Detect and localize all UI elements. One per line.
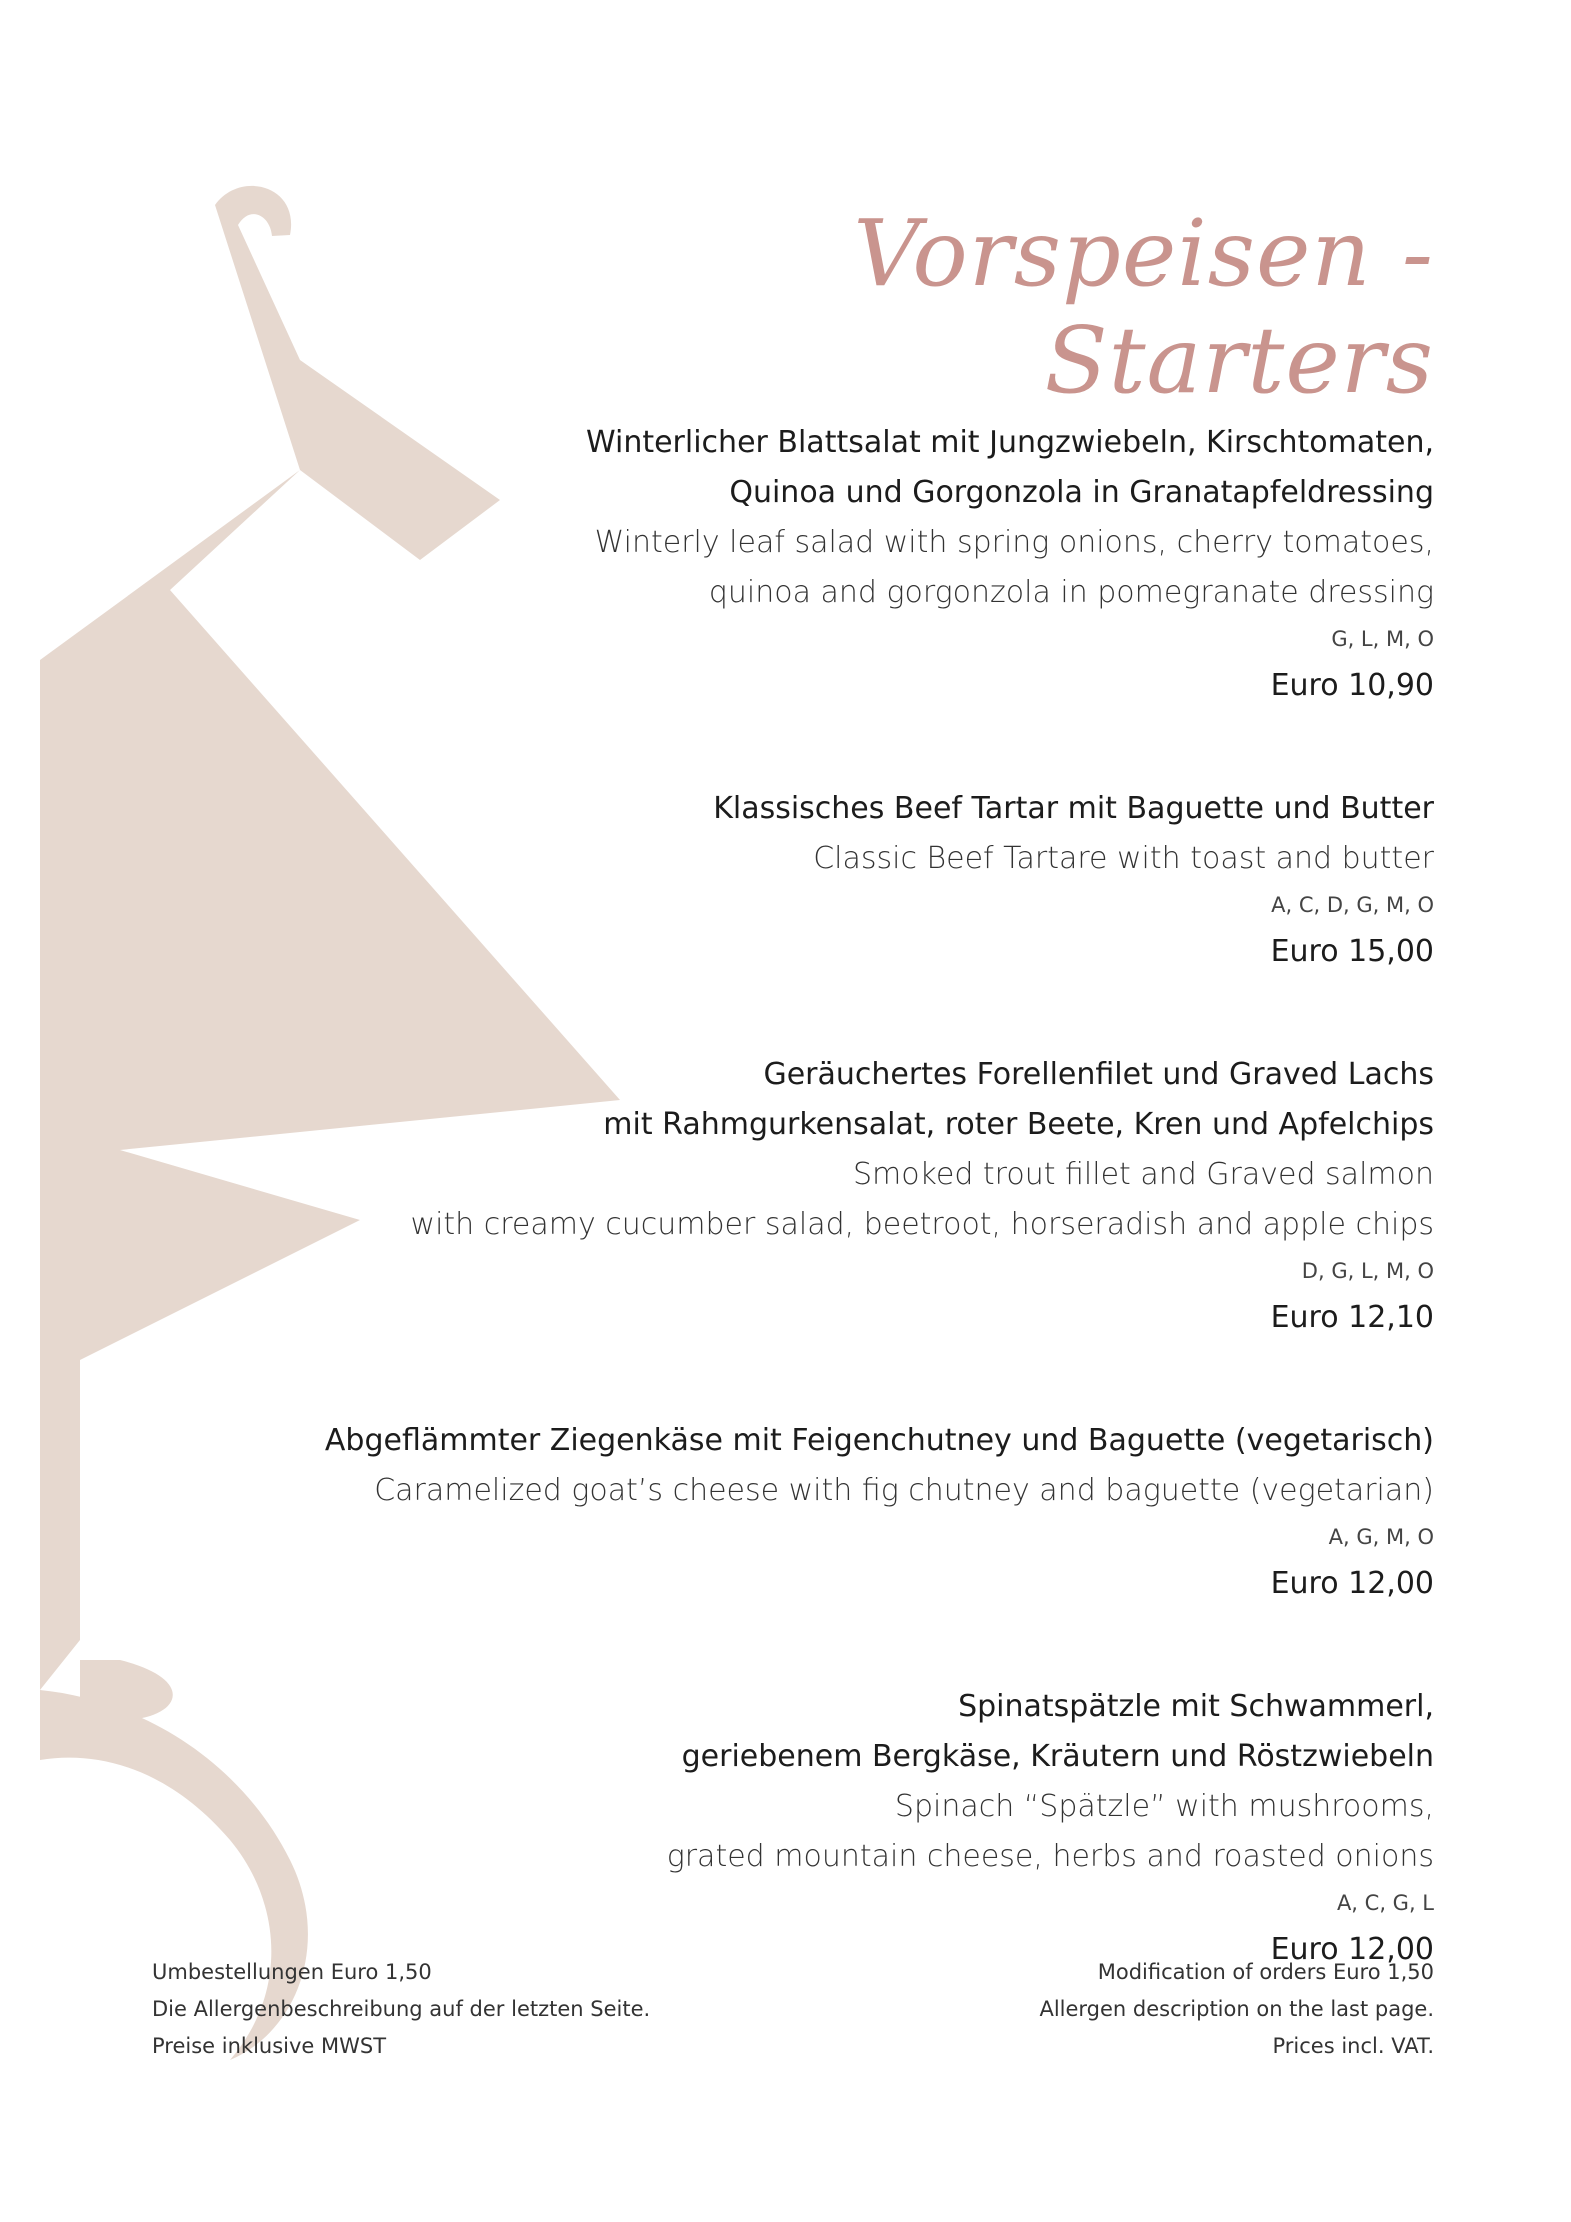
dish-name-en: with creamy cucumber salad, beetroot, horseradish and apple chips bbox=[410, 1207, 1434, 1242]
menu-list bbox=[184, 418, 1434, 2048]
allergen-codes: D, G, L, M, O bbox=[1301, 1259, 1434, 1283]
page-title: Vorspeisen - Starters bbox=[853, 200, 1434, 414]
price: Euro 12,10 bbox=[1270, 1300, 1434, 1335]
dish-name-en: grated mountain cheese, herbs and roasted onions bbox=[666, 1839, 1434, 1874]
dish-name-en: Winterly leaf salad with spring onions, cherry tomatoes, bbox=[594, 525, 1434, 560]
dish-name-de: geriebenem Bergkäse, Kräutern und Röstzwiebeln bbox=[681, 1739, 1434, 1774]
price: Euro 15,00 bbox=[1270, 934, 1434, 969]
dish-name-en: Classic Beef Tartare with toast and butter bbox=[813, 841, 1434, 876]
price: Euro 12,00 bbox=[1270, 1932, 1434, 1967]
menu-item bbox=[184, 1050, 1434, 1344]
allergen-codes: A, C, G, L bbox=[1336, 1891, 1434, 1915]
price: Euro 12,00 bbox=[1270, 1566, 1434, 1601]
dish-name-en: Spinach “Spätzle” with mushrooms, bbox=[894, 1789, 1434, 1824]
footer-notes-de bbox=[152, 1954, 650, 2065]
menu-item bbox=[184, 1682, 1434, 1976]
dish-name-de: Abgeflämmter Ziegenkäse mit Feigenchutney und Baguette (vegetarisch) bbox=[324, 1423, 1434, 1458]
dish-name-de: Klassisches Beef Tartar mit Baguette und Butter bbox=[713, 791, 1434, 826]
dish-name-de: Quinoa und Gorgonzola in Granatapfeldressing bbox=[729, 475, 1434, 510]
dish-name-de: Winterlicher Blattsalat mit Jungzwiebeln, Kirschtomaten, bbox=[585, 425, 1434, 460]
dish-name-de: Geräuchertes Forellenfilet und Graved Lachs bbox=[763, 1057, 1434, 1092]
menu-item bbox=[184, 418, 1434, 712]
footer-note: Umbestellungen Euro 1,50 bbox=[152, 1960, 432, 1984]
dish-name-en: Smoked trout fillet and Graved salmon bbox=[852, 1157, 1434, 1192]
dish-name-de: Spinatspätzle mit Schwammerl, bbox=[958, 1689, 1434, 1724]
menu-item bbox=[184, 784, 1434, 978]
footer-notes-en bbox=[1039, 1954, 1434, 2065]
allergen-codes: G, L, M, O bbox=[1331, 627, 1434, 651]
price: Euro 10,90 bbox=[1270, 668, 1434, 703]
footer-note: Allergen description on the last page. bbox=[1039, 1997, 1434, 2021]
dish-name-en: quinoa and gorgonzola in pomegranate dressing bbox=[708, 575, 1434, 610]
footer-note: Modification of orders Euro 1,50 bbox=[1097, 1960, 1434, 1984]
footer-note: Preise inklusive MWST bbox=[152, 2034, 387, 2058]
allergen-codes: A, C, D, G, M, O bbox=[1271, 893, 1434, 917]
menu-item bbox=[184, 1416, 1434, 1610]
footer-note: Die Allergenbeschreibung auf der letzten Seite. bbox=[152, 1997, 651, 2021]
dish-name-en: Caramelized goat’s cheese with fig chutney and baguette (vegetarian) bbox=[374, 1473, 1434, 1508]
allergen-codes: A, G, M, O bbox=[1328, 1525, 1434, 1549]
footer-note: Prices incl. VAT. bbox=[1272, 2034, 1434, 2058]
dish-name-de: mit Rahmgurkensalat, roter Beete, Kren und Apfelchips bbox=[603, 1107, 1434, 1142]
